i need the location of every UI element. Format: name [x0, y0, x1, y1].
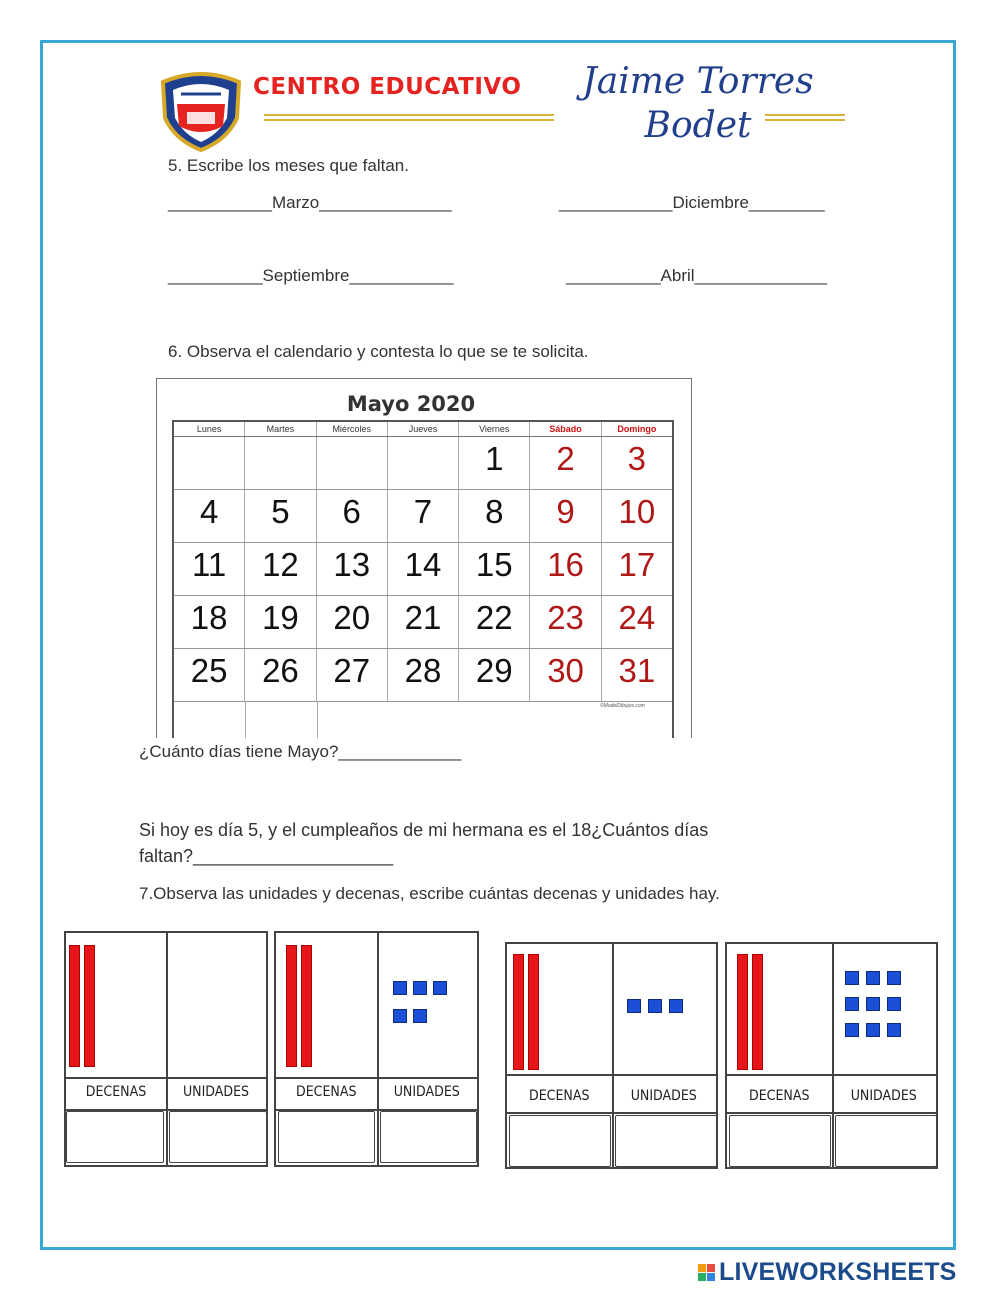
calendar-day: 10 [618, 493, 656, 530]
question-5-prompt: 5. Escribe los meses que faltan. [168, 156, 409, 175]
tens-answer-box[interactable] [729, 1115, 831, 1167]
calendar-day: 4 [174, 490, 245, 542]
unit-cube [393, 981, 407, 995]
script-line-1: Jaime Torres [582, 61, 814, 102]
calendar-day [174, 437, 245, 489]
script-line-2: Bodet [644, 105, 752, 146]
calendar-title: Mayo 2020 [346, 392, 476, 416]
card-divider [612, 944, 614, 1167]
calendar-day: 31 [618, 652, 656, 689]
units-answer-box[interactable] [380, 1111, 477, 1163]
weekday-label: Miércoles [317, 422, 388, 436]
weekday-label: Domingo [617, 424, 657, 434]
calendar-day: 6 [317, 490, 388, 542]
card-line [66, 1077, 266, 1079]
calendar-day: 25 [174, 649, 245, 701]
question-7-prompt: 7.Observa las unidades y decenas, escribe cuántas decenas y unidades hay. [139, 884, 720, 903]
question-birthday-line2[interactable]: faltan?____________________ [139, 846, 394, 866]
unit-cube [887, 971, 901, 985]
calendar-day: 14 [388, 543, 459, 595]
school-title: CENTRO EDUCATIVO [253, 74, 522, 100]
calendar-day: 1 [459, 437, 530, 489]
unit-cube [413, 1009, 427, 1023]
blank-septiembre[interactable]: __________Septiembre___________ [168, 266, 454, 285]
weekday-label: Sábado [530, 422, 601, 436]
calendar-day: 12 [245, 543, 316, 595]
calendar-day: 20 [317, 596, 388, 648]
calendar-week [174, 543, 672, 596]
calendar-day: 27 [317, 649, 388, 701]
units-answer-box[interactable] [615, 1115, 717, 1167]
tens-answer-box[interactable] [66, 1111, 164, 1163]
ten-rod [528, 954, 539, 1070]
tens-label: DECENAS [749, 1088, 810, 1104]
ten-rod [69, 945, 80, 1067]
card-divider [377, 933, 379, 1165]
unit-cube [669, 999, 683, 1013]
calendar-day: 22 [459, 596, 530, 648]
calendar-week-empty [174, 702, 672, 738]
liveworksheets-icon [698, 1264, 715, 1281]
calendar-day: 29 [459, 649, 530, 701]
card-divider [832, 944, 834, 1167]
calendar-copyright: ©ModelDibujos.com [600, 703, 645, 709]
units-label: UNIDADES [182, 1084, 250, 1100]
calendar-day: 8 [459, 490, 530, 542]
units-label: UNIDADES [630, 1088, 697, 1104]
calendar-day: 3 [627, 440, 646, 477]
calendar-week [174, 437, 672, 490]
place-value-card [505, 942, 718, 1169]
unit-cube [866, 971, 880, 985]
ten-rod [513, 954, 524, 1070]
card-line [507, 1074, 716, 1076]
ten-rod [752, 954, 763, 1070]
card-line [507, 1112, 716, 1114]
ten-rod [286, 945, 297, 1067]
place-value-card [725, 942, 938, 1169]
unit-cube [866, 997, 880, 1011]
card-line [727, 1074, 936, 1076]
calendar-day [245, 437, 316, 489]
unit-cube [393, 1009, 407, 1023]
calendar-day [388, 437, 459, 489]
calendar-day: 16 [530, 543, 601, 595]
calendar-day: 2 [530, 437, 601, 489]
ten-rod [301, 945, 312, 1067]
tens-label: DECENAS [85, 1084, 147, 1100]
units-answer-box[interactable] [835, 1115, 937, 1167]
units-label: UNIDADES [393, 1084, 460, 1100]
school-name-script [568, 60, 828, 148]
calendar-day [317, 437, 388, 489]
weekday-label: Lunes [174, 422, 245, 436]
card-line [727, 1112, 936, 1114]
tens-label: DECENAS [529, 1088, 590, 1104]
calendar-day [389, 702, 460, 738]
calendar-day: 11 [174, 543, 245, 595]
liveworksheets-logo[interactable] [698, 1258, 957, 1287]
blank-abril[interactable]: __________Abril______________ [566, 266, 827, 285]
unit-cube [433, 981, 447, 995]
tens-label: DECENAS [296, 1084, 357, 1100]
calendar-day: 19 [245, 596, 316, 648]
calendar-weekday-row [174, 422, 672, 437]
school-shield-logo [157, 68, 245, 152]
calendar-day: 21 [388, 596, 459, 648]
tens-answer-box[interactable] [509, 1115, 611, 1167]
calendar-day: 15 [459, 543, 530, 595]
calendar-day: 26 [245, 649, 316, 701]
unit-cube [866, 1023, 880, 1037]
weekday-label: Martes [245, 422, 316, 436]
gold-divider [264, 114, 554, 116]
ten-rod [737, 954, 748, 1070]
unit-cube [845, 971, 859, 985]
tens-answer-box[interactable] [278, 1111, 375, 1163]
calendar-day: 13 [317, 543, 388, 595]
calendar-day: 23 [530, 596, 601, 648]
unit-cube [887, 997, 901, 1011]
question-birthday-line1: Si hoy es día 5, y el cumpleaños de mi hermana es el 18¿Cuántos días [139, 820, 709, 840]
calendar-day [174, 702, 246, 738]
calendar-day: 17 [618, 546, 656, 583]
calendar-day: 9 [530, 490, 601, 542]
units-answer-box[interactable] [169, 1111, 267, 1163]
liveworksheets-brand: LIVEWORKSHEETS [719, 1258, 957, 1286]
unit-cube [887, 1023, 901, 1037]
calendar-day: 18 [174, 596, 245, 648]
unit-cube [413, 981, 427, 995]
blank-diciembre[interactable]: ____________Diciembre________ [559, 193, 825, 212]
ten-rod [84, 945, 95, 1067]
unit-cube [845, 997, 859, 1011]
units-label: UNIDADES [850, 1088, 917, 1104]
calendar-day [459, 702, 530, 738]
place-value-card [274, 931, 479, 1167]
calendar-day: 7 [388, 490, 459, 542]
card-line [276, 1077, 477, 1079]
card-divider [166, 933, 168, 1165]
gold-divider [264, 119, 554, 121]
calendar-day [246, 702, 318, 738]
calendar-week [174, 649, 672, 702]
blank-marzo[interactable]: ___________Marzo______________ [168, 193, 452, 212]
weekday-label: Jueves [388, 422, 459, 436]
place-value-card [64, 931, 268, 1167]
calendar-day [318, 702, 389, 738]
calendar-day: 28 [388, 649, 459, 701]
calendar-day: 30 [530, 649, 601, 701]
calendar-day [530, 702, 601, 738]
unit-cube [845, 1023, 859, 1037]
weekday-label: Viernes [459, 422, 530, 436]
question-6-prompt: 6. Observa el calendario y contesta lo que se te solicita. [168, 342, 589, 361]
calendar-grid [172, 420, 674, 738]
question-days-in-may[interactable]: ¿Cuánto días tiene Mayo?_____________ [139, 742, 462, 761]
calendar-day: 5 [245, 490, 316, 542]
calendar-day: 24 [618, 599, 656, 636]
calendar-week [174, 490, 672, 543]
unit-cube [627, 999, 641, 1013]
calendar-week [174, 596, 672, 649]
unit-cube [648, 999, 662, 1013]
